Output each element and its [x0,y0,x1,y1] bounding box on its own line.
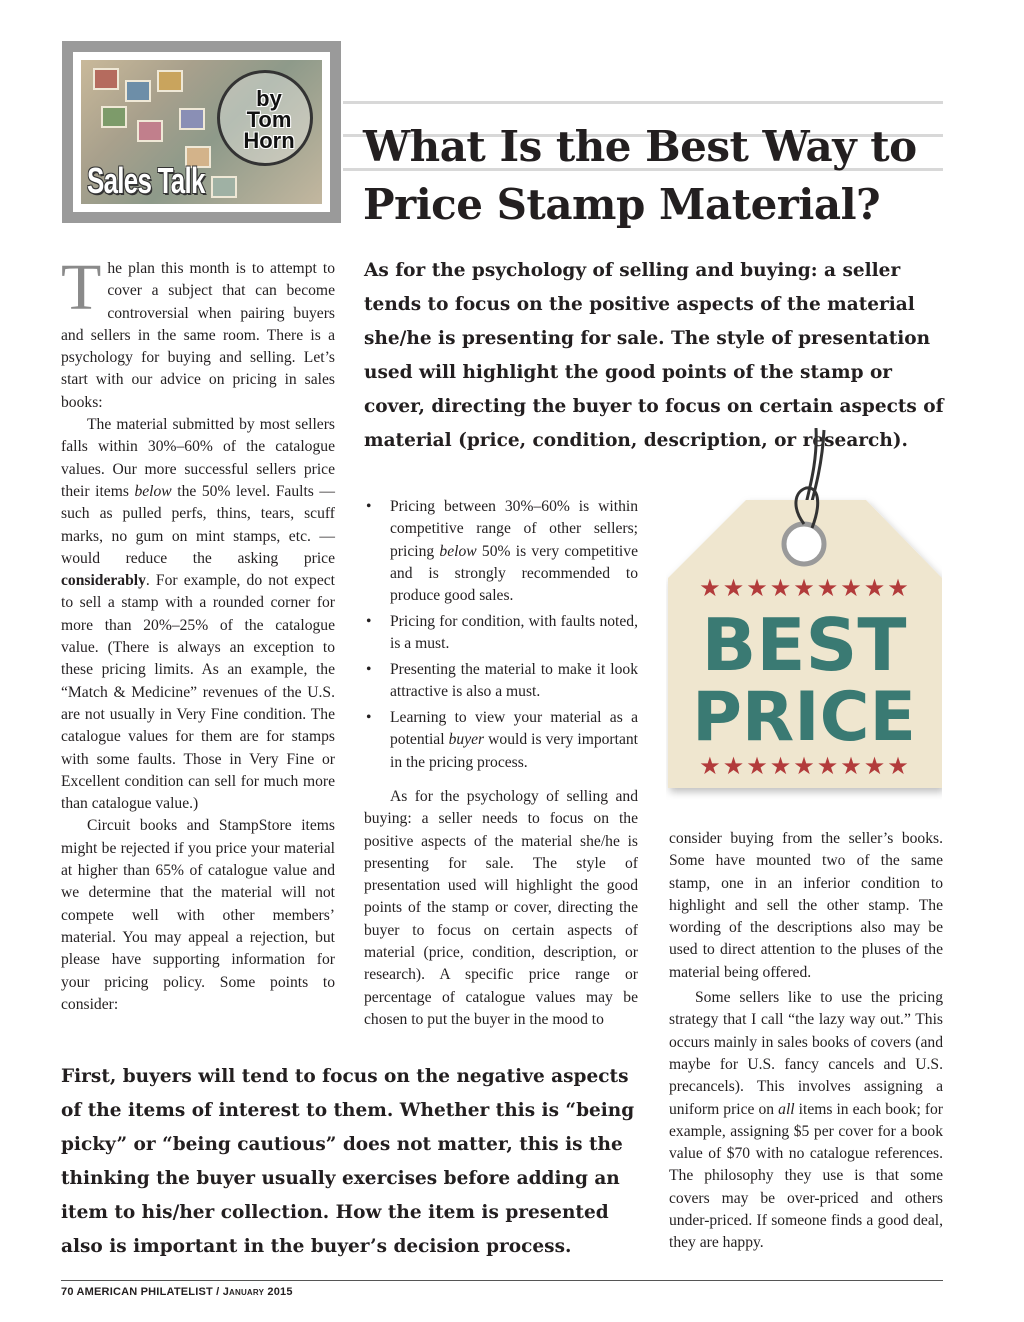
column-3 [669,828,943,1255]
stamp-thumb [137,120,163,142]
list-item: • Pricing for condition, with faults noted, is a must. [364,611,638,656]
paragraph: As for the psychology of selling and buying: a seller needs to focus on the positive aspects of the material she/he is presenting for sale. The style of presentation used will highlight the good points of the stamp or cover, directing the buyer to focus on certain aspects of material (price, condition, description, or research). A specific price range or percentage of catalogue values may be chosen to put the buyer in the mood to [364,788,638,1028]
byline-by: by [256,86,282,111]
pull-quote-top: As for the psychology of selling and buying: a seller tends to focus on the positive aspects of the material she/he is presenting for sale. The style of presentation used will highlight the good points of the stamp or cover, directing the buyer to focus on certain aspects of material (price, condition, description, or research). [364,260,944,451]
tag-price-text: PRICE [692,678,916,757]
list-item: • Pricing between 30%–60% is within competitive range of other sellers; pricing below 50% is very competitive and is strongly recommended to produce good sales. [364,496,638,607]
footer-rule [61,1280,943,1281]
magazine-name: AMERICAN PHILATELIST [76,1286,213,1298]
list-item: • Learning to view your material as a potential buyer would is very important in the pricing process. [364,707,638,774]
stars-bottom: ★★★★★★★★★ [699,752,911,780]
paragraph: Circuit books and StampStore items might be rejected if you price your material at higher than 65% of catalogue value and we determine that the material will not compete well with other members’ material. You may appeal a rejection, but please have supporting information for your pricing policy. Some points to consider: [61,817,335,1013]
stamp-thumb [211,176,237,198]
tag-best-text: BEST [701,603,907,687]
pull-quote-bottom: First, buyers will tend to focus on the negative aspects of the items of interest to them. Whether this is “being picky” or “being cautious” does not matter, this is the thinking the buyer usually exercises before adding an item to his/her collection. How the item is presented also is important in the buyer’s decision process. [61,1066,635,1257]
logo-photo [81,60,322,204]
bullet-list [364,496,638,778]
drop-cap: T [61,251,102,324]
column-1 [61,251,335,1016]
stamp-thumb [157,70,183,92]
list-item: • Presenting the material to make it look attractive is also a must. [364,659,638,704]
column-logo [62,41,341,223]
paragraph: The plan this month is to attempt to cover a subject that can become controversial when pairing buyers and sellers in the same room. There is a psychology for buying and selling. Let’s start with our advice on pricing in sales books: [61,251,335,411]
paragraph: consider buying from the seller’s books. Some have mounted two of the same stamp, one in an inferior condition to highlight and sell the other stamp. The wording of the descriptions also may be used to direct attention to the pluses of the material being offered. [669,830,943,981]
stamp-thumb [93,68,119,90]
paragraph: The material submitted by most sellers falls within 30%–60% of the catalogue values. Our more successful sellers price their items below the 50% level. Faults — such as pulled perfs, thins, tears, scuff marks, no gum on mint stamps, etc. — would reduce the asking price considerably. For example, do not expect to sell a stamp with a rounded corner for more than 20%–25% of the catalogue value. (There is always an exception to these pricing limits. As an example, the “Match & Medicine” revenues of the U.S. are not usually in Very Fine condition. The catalogue values for them are for stamps with some faults. Those in Very Fine or Excellent condition can sell for much more than catalogue value.) [61,416,335,813]
column-2 [364,786,638,1031]
best-price-tag-image [666,428,942,800]
byline-first-name: Tom [246,107,292,132]
logo-frame [73,52,330,212]
byline-last-name: Horn [243,128,295,153]
paragraph: Some sellers like to use the pricing strategy that I call “the lazy way out.” This occurs mainly in sales books of covers (and maybe for U.S. fancy cancels and U.S. precancels). This involves assigning a uniform price on all items in each book; for example, assigning $5 per cover for a book value of $70 with no catalogue references. The philosophy they use is that some covers may be over-priced and others under-priced. If someone finds a good deal, they are happy. [669,989,944,1252]
column-name: Sales Talk [87,160,205,201]
stamp-thumb [101,106,127,128]
byline [241,88,297,151]
title-rule [343,101,943,104]
stamp-thumb [125,80,151,102]
page-number: 70 [61,1286,74,1298]
page-footer: 70 AMERICAN PHILATELIST / January 2015 [61,1286,293,1298]
stars-top: ★★★★★★★★★ [699,574,911,602]
article-title: What Is the Best Way to Price Stamp Material? [363,122,917,229]
issue-date: January 2015 [222,1286,293,1298]
tag-eyelet [784,524,824,564]
stamp-thumb [179,108,205,130]
